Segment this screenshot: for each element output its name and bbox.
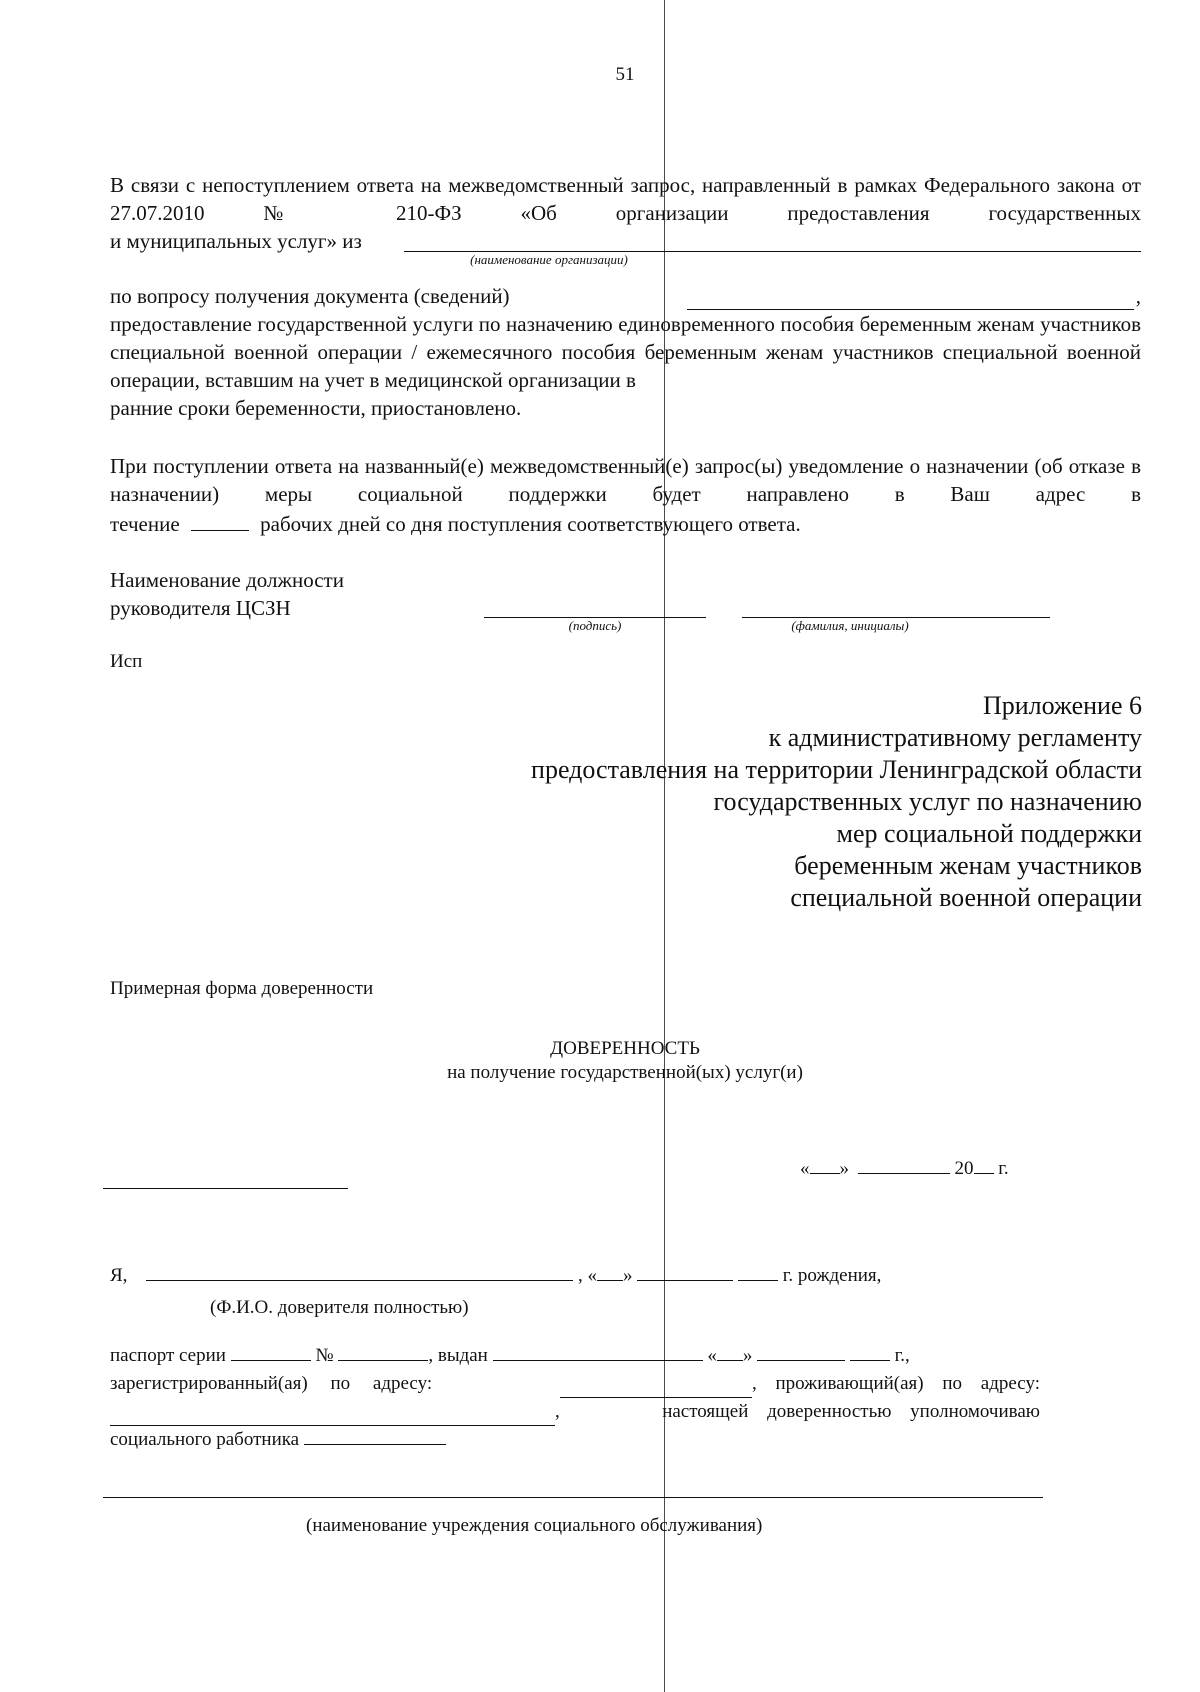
form-title: ДОВЕРЕННОСТЬ bbox=[550, 1038, 700, 1059]
month-blank[interactable] bbox=[858, 1155, 950, 1174]
comma: , bbox=[1135, 284, 1141, 308]
authorize-text: настоящей доверенностью уполномочиваю bbox=[662, 1401, 1040, 1422]
birth-day-blank[interactable] bbox=[597, 1262, 623, 1281]
authorize-comma: , bbox=[555, 1401, 560, 1422]
birth-quote-open: , « bbox=[577, 1265, 597, 1286]
notice-paragraph-2-start bbox=[110, 282, 1141, 310]
social-worker-line bbox=[110, 1426, 1040, 1454]
organization-caption: (наименование организации) bbox=[470, 252, 628, 267]
year-blank[interactable] bbox=[974, 1155, 994, 1174]
birth-month-blank[interactable] bbox=[637, 1262, 733, 1281]
registered-label: зарегистрированный(ая) по адресу: bbox=[110, 1373, 433, 1394]
annex-line-2: к административному регламенту bbox=[768, 723, 1142, 752]
social-worker-blank[interactable] bbox=[304, 1426, 446, 1445]
within-text: течение bbox=[110, 512, 180, 536]
birth-year-label: г. рождения, bbox=[782, 1265, 882, 1286]
document-question-text: по вопросу получения документа (сведений) bbox=[110, 284, 510, 308]
annex-line-3: предоставления на территории Ленинградской области bbox=[531, 755, 1142, 784]
annex-line-6: беременным женам участников bbox=[794, 851, 1142, 880]
position-title-line-1: Наименование должности bbox=[110, 568, 344, 592]
issue-quote-close: » bbox=[742, 1345, 753, 1366]
passport-line bbox=[110, 1342, 1040, 1370]
notice-paragraph-1: В связи с непоступлением ответа на межведомственный запрос, направленный в рамках Федерального закона от 27.07.2010 № 210-ФЗ «Об организации предоставления государственных bbox=[110, 173, 1141, 225]
annex-line-4: государственных услуг по назначению bbox=[713, 787, 1142, 816]
issue-quote-open: « bbox=[707, 1345, 717, 1366]
form-subtitle: на получение государственной(ых) услуг(и) bbox=[447, 1062, 803, 1083]
page-number: 51 bbox=[615, 64, 635, 85]
signature-caption: (подпись) bbox=[568, 618, 622, 633]
notice-from-text: и муниципальных услуг» из bbox=[110, 229, 362, 253]
year-suffix: г. bbox=[998, 1158, 1009, 1179]
working-days-text: рабочих дней со дня поступления соответствующего ответа. bbox=[260, 512, 801, 536]
number-sign: № bbox=[315, 1345, 334, 1366]
issued-label: , выдан bbox=[428, 1345, 488, 1366]
date-line bbox=[800, 1155, 1060, 1183]
position-title-line-2: руководителя ЦСЗН bbox=[110, 596, 291, 620]
form-label: Примерная форма доверенности bbox=[110, 978, 374, 999]
notice-paragraph-3: При поступлении ответа на названный(е) межведомственный(е) запрос(ы) уведомление о назначении (об отказе в назначении) меры социальной поддержки будет направлено в Ваш адрес в bbox=[110, 454, 1141, 506]
issued-by-blank[interactable] bbox=[493, 1342, 703, 1361]
grantor-fio-caption: (Ф.И.О. доверителя полностью) bbox=[210, 1297, 469, 1318]
place-blank[interactable] bbox=[103, 1188, 348, 1189]
annex-header bbox=[531, 690, 1142, 914]
year-prefix: 20 bbox=[954, 1158, 974, 1179]
name-initials-caption: (фамилия, инициалы) bbox=[791, 618, 909, 633]
ya-label: Я, bbox=[110, 1265, 128, 1286]
days-count-blank[interactable] bbox=[191, 508, 249, 531]
living-label: , проживающий(ая) по адресу: bbox=[751, 1373, 1040, 1394]
quote-open: « bbox=[800, 1158, 810, 1179]
registered-address-blank[interactable] bbox=[560, 1379, 752, 1398]
notice-paragraph-2: предоставление государственной услуги по назначению единовременного пособия беременным женам участников специальной военной операции / ежемесячного пособия беременным женам участников специальной военной операции, вставшим на учет в медицинской организации в bbox=[110, 312, 1141, 392]
birth-quote-close: » bbox=[622, 1265, 633, 1286]
institution-caption: (наименование учреждения социального обслуживания) bbox=[306, 1515, 763, 1536]
annex-line-5: мер социальной поддержки bbox=[836, 819, 1142, 848]
address-line bbox=[110, 1370, 1040, 1398]
living-address-blank[interactable] bbox=[110, 1407, 555, 1426]
authorize-line bbox=[110, 1398, 1040, 1426]
quote-close: » bbox=[839, 1158, 849, 1179]
birth-year-blank[interactable] bbox=[738, 1262, 778, 1281]
annex-line-1: Приложение 6 bbox=[982, 691, 1142, 720]
executor-label: Исп bbox=[110, 651, 143, 672]
passport-number-blank[interactable] bbox=[338, 1342, 428, 1361]
notice-paragraph-2-end: ранние сроки беременности, приостановлено. bbox=[110, 396, 522, 420]
notice-paragraph-3-end bbox=[110, 508, 1141, 538]
day-blank[interactable] bbox=[810, 1155, 840, 1174]
institution-line[interactable] bbox=[103, 1497, 1043, 1498]
annex-line-7: специальной военной операции bbox=[790, 883, 1142, 912]
passport-series-label: паспорт серии bbox=[110, 1345, 226, 1366]
social-worker-label: социального работника bbox=[110, 1429, 300, 1450]
issue-year-blank[interactable] bbox=[850, 1342, 890, 1361]
grantor-fio-blank[interactable] bbox=[146, 1250, 573, 1281]
document-name-blank[interactable] bbox=[687, 287, 1134, 310]
passport-series-blank[interactable] bbox=[231, 1342, 311, 1361]
issue-day-blank[interactable] bbox=[717, 1342, 743, 1361]
issue-month-blank[interactable] bbox=[757, 1342, 845, 1361]
issue-year-label: г., bbox=[894, 1345, 910, 1366]
grantor-line bbox=[110, 1250, 1070, 1290]
